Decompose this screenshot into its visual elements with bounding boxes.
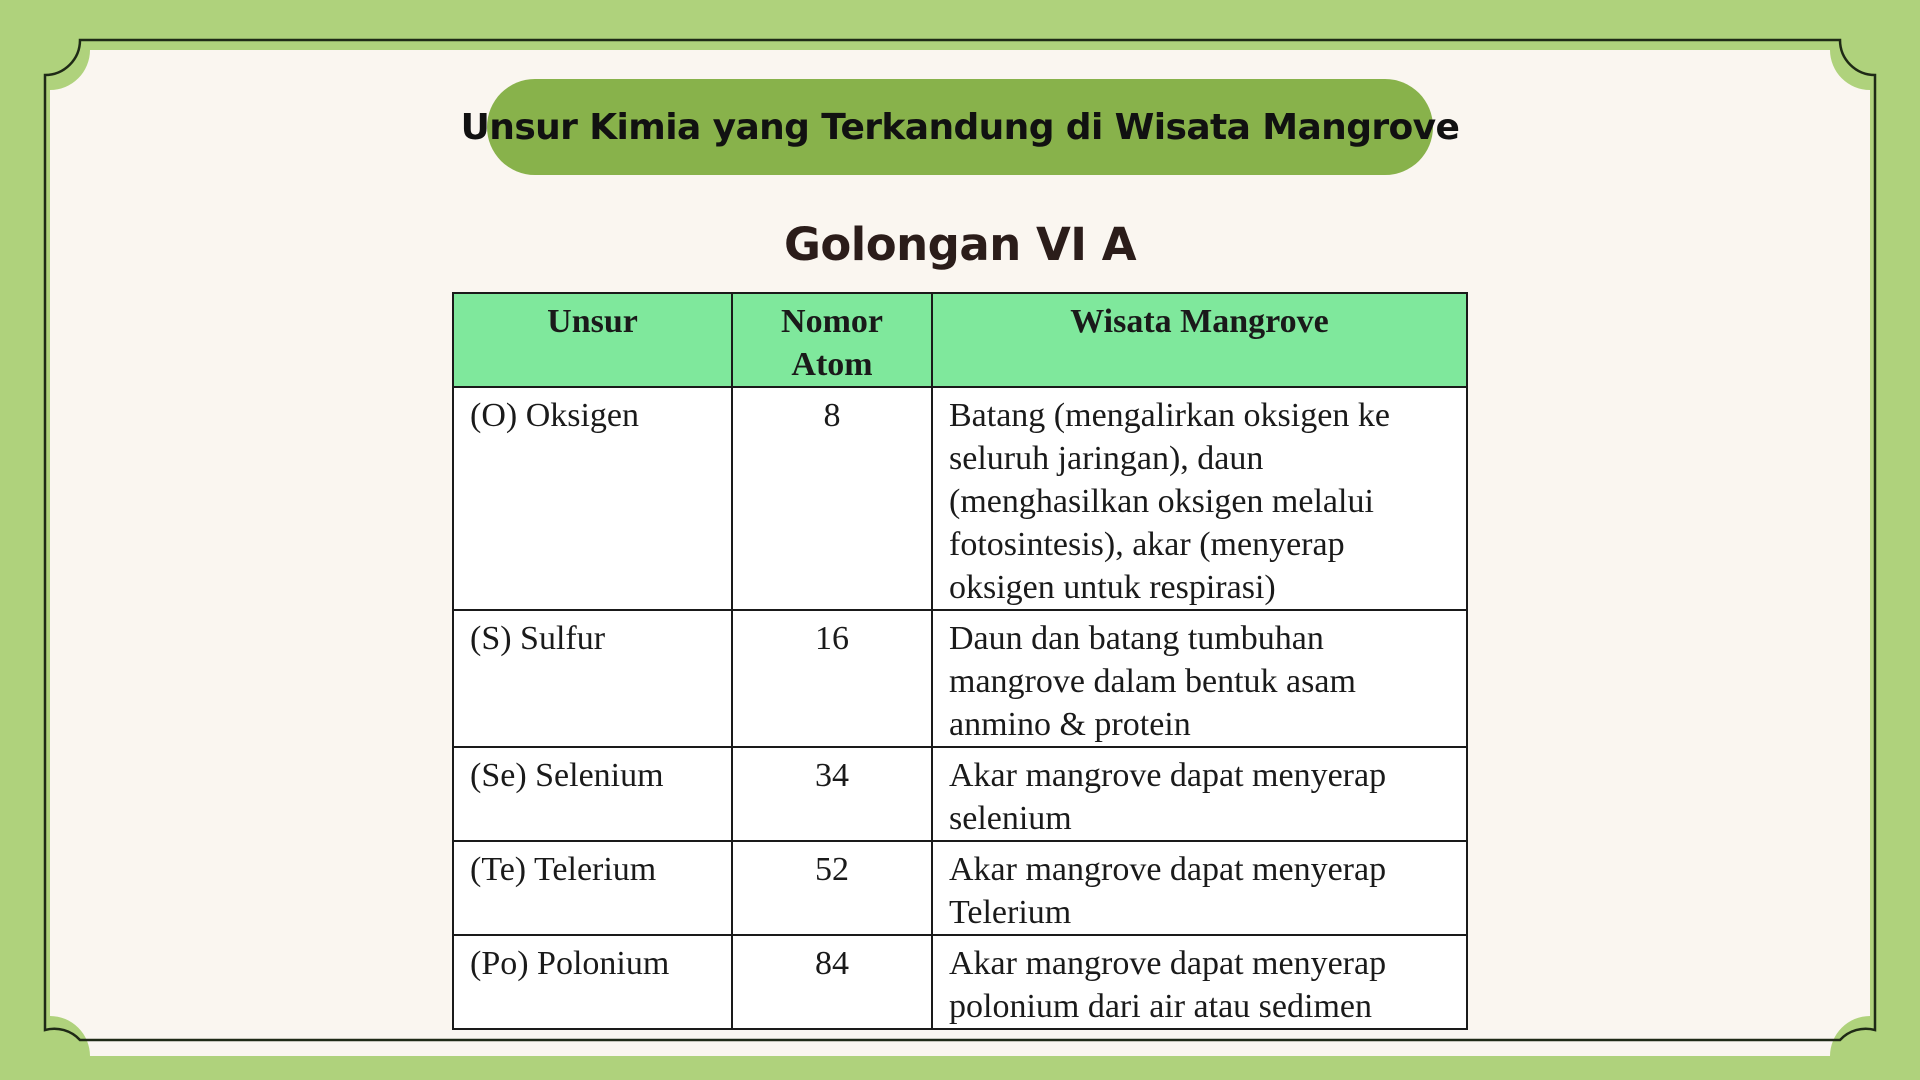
cell-nomor-atom: 16 <box>732 610 932 747</box>
header-nomor-atom-line1: Nomor <box>781 303 883 340</box>
cell-unsur: (O) Oksigen <box>453 387 732 610</box>
cell-unsur: (S) Sulfur <box>453 610 732 747</box>
slide-title: Unsur Kimia yang Terkandung di Wisata Mangrove <box>460 106 1460 148</box>
elements-table <box>452 292 1468 1030</box>
cell-nomor-atom: 8 <box>732 387 932 610</box>
cell-unsur: (Po) Polonium <box>453 935 732 1029</box>
cell-wisata: Akar mangrove dapat menyerap polonium dari air atau sedimen <box>932 935 1467 1029</box>
header-nomor-atom-line2: Atom <box>791 346 873 383</box>
table-row <box>453 387 1467 610</box>
cell-wisata: Batang (mengalirkan oksigen ke seluruh jaringan), daun (menghasilkan oksigen melalui fotosintesis), akar (menyerap oksigen untuk respirasi) <box>932 387 1467 610</box>
cell-nomor-atom: 52 <box>732 841 932 935</box>
cell-nomor-atom: 84 <box>732 935 932 1029</box>
cell-nomor-atom: 34 <box>732 747 932 841</box>
header-wisata-mangrove: Wisata Mangrove <box>932 293 1467 387</box>
table-row <box>453 747 1467 841</box>
cell-wisata: Akar mangrove dapat menyerap Telerium <box>932 841 1467 935</box>
header-unsur: Unsur <box>453 293 732 387</box>
title-banner <box>460 79 1460 175</box>
table-header-row <box>453 293 1467 387</box>
cell-wisata: Daun dan batang tumbuhan mangrove dalam bentuk asam anmino & protein <box>932 610 1467 747</box>
table-row <box>453 610 1467 747</box>
cell-unsur: (Se) Selenium <box>453 747 732 841</box>
table-row <box>453 935 1467 1029</box>
header-nomor-atom <box>732 293 932 387</box>
group-heading: Golongan VI A <box>783 218 1137 271</box>
table-row <box>453 841 1467 935</box>
cell-unsur: (Te) Telerium <box>453 841 732 935</box>
cell-wisata: Akar mangrove dapat menyerap selenium <box>932 747 1467 841</box>
